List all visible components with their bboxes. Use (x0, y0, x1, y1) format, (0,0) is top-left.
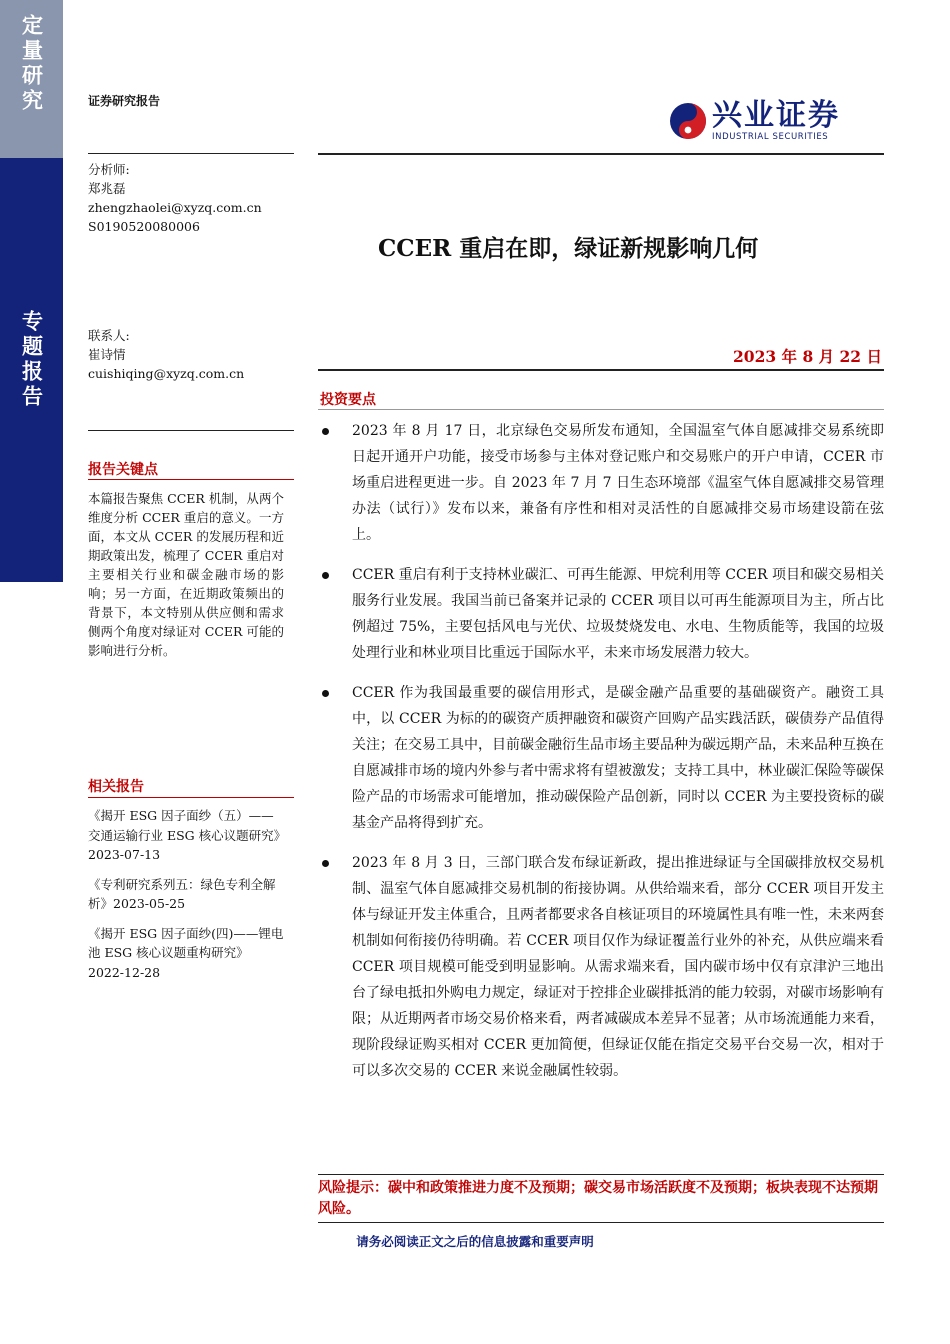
related-item[interactable]: 《揭开 ESG 因子面纱(四)——锂电池 ESG 核心议题重构研究》2022-12-28 (88, 925, 284, 980)
analyst-block (88, 160, 262, 236)
contact-block (88, 326, 244, 383)
list-item (318, 418, 884, 548)
investment-bullets (318, 418, 884, 1098)
analyst-email[interactable]: zhengzhaolei@xyzq.com.cn (88, 200, 262, 215)
bullet-text: 2023 年 8 月 17 日，北京绿色交易所发布通知，全国温室气体自愿减排交易系统即日起开通开户功能，接受市场参与主体对登记账户和交易账户的开户申请，CCER 市场重启进程更进一步。自 2023 年 7 月 7 日生态环境部《温室气体自愿减排交易管理办法（试行）》发布以来，兼备有序性和相对灵活性的自愿减排交易市场建设箭在弦上。 (352, 423, 884, 543)
risk-warning: 风险提示：碳中和政策推进力度不及预期；碳交易市场活跃度不及预期；板块表现不达预期风险。 (318, 1180, 878, 1217)
keypoints-rule (88, 479, 294, 480)
list-item (318, 680, 884, 836)
bullet-text: CCER 作为我国最重要的碳信用形式，是碳金融产品重要的基础碳资产。融资工具中，以 CCER 为标的的碳资产质押融资和碳资产回购产品实践活跃，碳债券产品值得关注；在交易工具中，目前碳金融衍生品市场主要品种为碳远期产品，未来品种互换在自愿减排市场的境内外参与者中需求将有望被激发；支持工具中，林业碳汇保险等碳保险产品的市场需求可能增加，推动碳保险产品创新，同时以 CCER 为主要投资标的碳基金产品将得到扩充。 (352, 685, 884, 831)
logo-mark-icon (668, 101, 708, 141)
related-rule (88, 797, 294, 798)
contact-rule (88, 430, 294, 431)
related-list (88, 806, 284, 992)
bullet-icon (322, 860, 329, 867)
bullet-text: 2023 年 8 月 3 日，三部门联合发布绿证新政，提出推进绿证与全国碳排放权交易机制、温室气体自愿减排交易机制的衔接协调。从供给端来看，部分 CCER 项目开发主体与绿证开发主体重合，且两者都要求各自核证项目的环境属性具有唯一性，未来两套机制如何衔接仍待明确。若 CCER 项目仅作为绿证覆盖行业外的补充，从供应端来看 CCER 项目规模可能受到明显影响。从需求端来看，国内碳市场中仅有京津沪三地出台了绿电抵扣外购电力规定，绿证对于控排企业碳排抵消的能力较弱，对碳市场影响有限；从近期两者市场交易价格来看，两者减碳成本差异不显著；从市场流通能力来看，现阶段绿证购买相对 CCER 更加简便，但绿证仅能在指定交易平台交易一次，相对于可以多次交易的 CCER 来说金融属性较弱。 (352, 855, 884, 1079)
disclaimer-footer[interactable]: 请务必阅读正文之后的信息披露和重要声明 (356, 1234, 594, 1249)
analyst-label: 分析师: (88, 162, 130, 177)
sidebar-report-type (0, 158, 63, 582)
logo-en-text: INDUSTRIAL SECURITIES (712, 132, 829, 142)
related-heading: 相关报告 (88, 779, 144, 795)
company-logo (668, 100, 840, 142)
related-item[interactable]: 《揭开 ESG 因子面纱（五）——交通运输行业 ESG 核心议题研究》2023-07-13 (88, 808, 280, 862)
doc-type-label: 证券研究报告 (88, 94, 161, 108)
bullet-icon (322, 572, 329, 579)
risk-rule-bottom (318, 1222, 884, 1223)
investment-rule (318, 409, 884, 410)
list-item (318, 850, 884, 1084)
risk-rule-top (318, 1174, 884, 1175)
header-rule-right (318, 153, 884, 155)
analyst-cert: S0190520080006 (88, 219, 200, 234)
report-date: 2023 年 8 月 22 日 (733, 347, 882, 366)
analyst-name: 郑兆磊 (88, 181, 126, 196)
logo-cn-text: 兴业证券 (712, 98, 840, 133)
sidebar-category-label: 定量研究 (19, 14, 45, 114)
bullet-icon (322, 428, 329, 435)
date-rule (318, 369, 884, 371)
bullet-text: CCER 重启有利于支持林业碳汇、可再生能源、甲烷利用等 CCER 项目和碳交易相关服务行业发展。我国当前已备案并记录的 CCER 项目以可再生能源项目为主，所占比例超过 75%，主要包括风电与光伏、垃圾焚烧发电、水电、生物质能等，我国的垃圾处理行业和林业项目比重远于国际水平，未来市场发展潜力较大。 (352, 567, 884, 661)
list-item (318, 562, 884, 666)
contact-name: 崔诗情 (88, 347, 126, 362)
related-item[interactable]: 《专利研究系列五：绿色专利全解析》2023-05-25 (88, 876, 276, 911)
header-rule-left (88, 153, 294, 154)
report-title: CCER 重启在即，绿证新规影响几何 (378, 235, 759, 262)
sidebar-report-type-label: 专题报告 (19, 310, 45, 410)
sidebar-category (0, 0, 63, 158)
investment-heading: 投资要点 (320, 392, 376, 408)
keypoints-heading: 报告关键点 (88, 462, 158, 478)
bullet-icon (322, 690, 329, 697)
contact-email[interactable]: cuishiqing@xyzq.com.cn (88, 366, 245, 381)
contact-label: 联系人: (88, 328, 130, 343)
keypoints-text: 本篇报告聚焦 CCER 机制，从两个维度分析 CCER 重启的意义。一方面，本文从 CCER 的发展历程和近期政策出发，梳理了 CCER 重启对主要相关行业和碳金融市场的影响；另一方面，在近期政策频出的背景下，本文特别从供应侧和需求侧两个角度对绿证对 CCER 可能的影响进行分析。 (88, 491, 284, 658)
